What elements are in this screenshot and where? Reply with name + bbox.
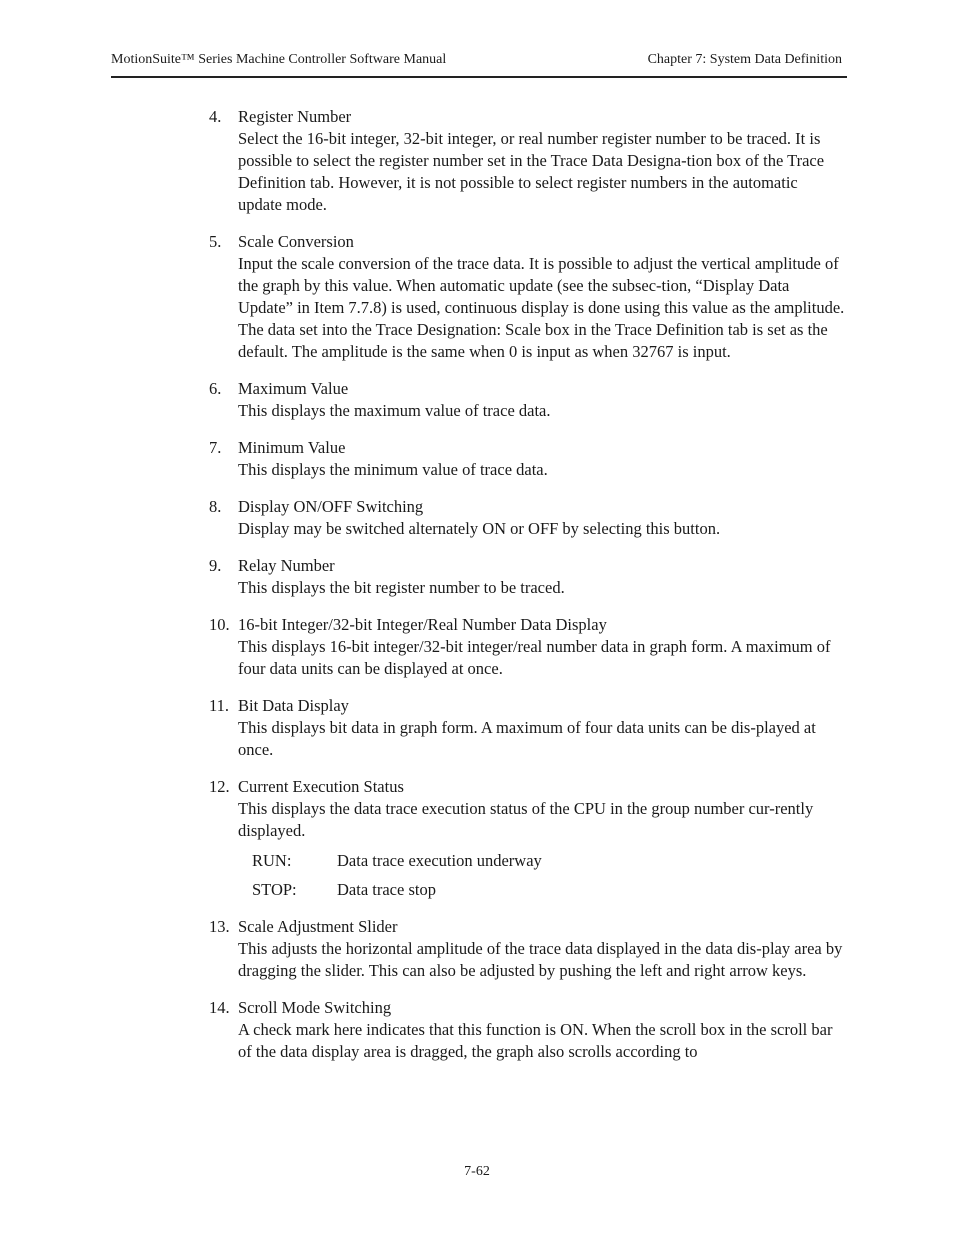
item-description: This adjusts the horizontal amplitude of the trace data displayed in the data dis-play area by dragging the slider. This can also be adjusted by pushing the left and right arrow keys. [238,939,843,980]
item-title: Scroll Mode Switching [238,998,392,1017]
manual-title: MotionSuite™ Series Machine Controller Software Manual [111,52,447,67]
page-body [209,106,845,1078]
list-item-scale-slider [209,916,845,982]
list-item-number-data-display [209,614,845,680]
chapter-title: Chapter 7: System Data Definition [647,52,842,67]
item-title: Register Number [238,107,352,126]
list-item-display-switching [209,496,845,540]
item-number: 6. [209,379,222,398]
item-title: Minimum Value [238,438,346,457]
item-title: Scale Conversion [238,232,354,251]
list-item-minimum-value [209,437,845,481]
item-number: 5. [209,232,222,251]
list-item-relay-number [209,555,845,599]
item-title: Scale Adjustment Slider [238,917,398,936]
item-description: Select the 16-bit integer, 32-bit integer, or real number register number to be traced. It is possible to select the register number set in the Trace Data Designa-tion box of the Trace Definition tab. However, it is not possible to select register numbers in the automatic update mode. [238,129,825,214]
list-item-maximum-value [209,378,845,422]
item-number: 14. [209,998,230,1017]
item-number: 7. [209,438,222,457]
item-number: 13. [209,917,230,936]
item-title: Current Execution Status [238,777,404,796]
list-item-execution-status [209,776,845,901]
status-row-run [238,850,845,872]
item-description: This displays the data trace execution status of the CPU in the group number cur-rently displayed. [238,799,814,840]
page-header [111,50,847,78]
status-code: STOP: [252,880,297,899]
status-code: RUN: [252,851,292,870]
item-number: 9. [209,556,222,575]
list-item-register-number [209,106,845,216]
item-description: A check mark here indicates that this function is ON. When the scroll box in the scroll bar of the data display area is dragged, the graph also scrolls according to [238,1020,833,1061]
list-item-scale-conversion [209,231,845,363]
item-title: Bit Data Display [238,696,349,715]
item-description: This displays 16-bit integer/32-bit integer/real number data in graph form. A maximum of four data units can be displayed at once. [238,637,831,678]
status-description: Data trace execution underway [337,851,542,870]
item-description: This displays the maximum value of trace data. [238,401,551,420]
page-footer [0,1164,954,1180]
item-title: 16-bit Integer/32-bit Integer/Real Number Data Display [238,615,607,634]
item-title: Relay Number [238,556,335,575]
item-description: This displays bit data in graph form. A maximum of four data units can be dis-played at once. [238,718,816,759]
page-number: 7-62 [464,1164,490,1179]
item-number: 8. [209,497,222,516]
item-title: Maximum Value [238,379,349,398]
list-item-bit-data-display [209,695,845,761]
status-description: Data trace stop [337,880,436,899]
item-number: 10. [209,615,230,634]
item-number: 11. [209,696,230,715]
item-description: Display may be switched alternately ON or OFF by selecting this button. [238,519,721,538]
status-row-stop [238,879,845,901]
item-number: 12. [209,777,230,796]
list-item-scroll-mode [209,997,845,1063]
item-number: 4. [209,107,222,126]
item-description: This displays the minimum value of trace data. [238,460,548,479]
item-title: Display ON/OFF Switching [238,497,424,516]
item-description: This displays the bit register number to be traced. [238,578,565,597]
item-description: Input the scale conversion of the trace data. It is possible to adjust the vertical amplitude of the graph by this value. When automatic update (see the subsec-tion, “Display Data Update” in Item 7.7.8) is used, continuous display is done using this value as the amplitude. The data set into the Trace Designation: Scale box in the Trace Definition tab is set as the default. The amplitude is the same when 0 is input as when 32767 is input. [238,254,845,361]
